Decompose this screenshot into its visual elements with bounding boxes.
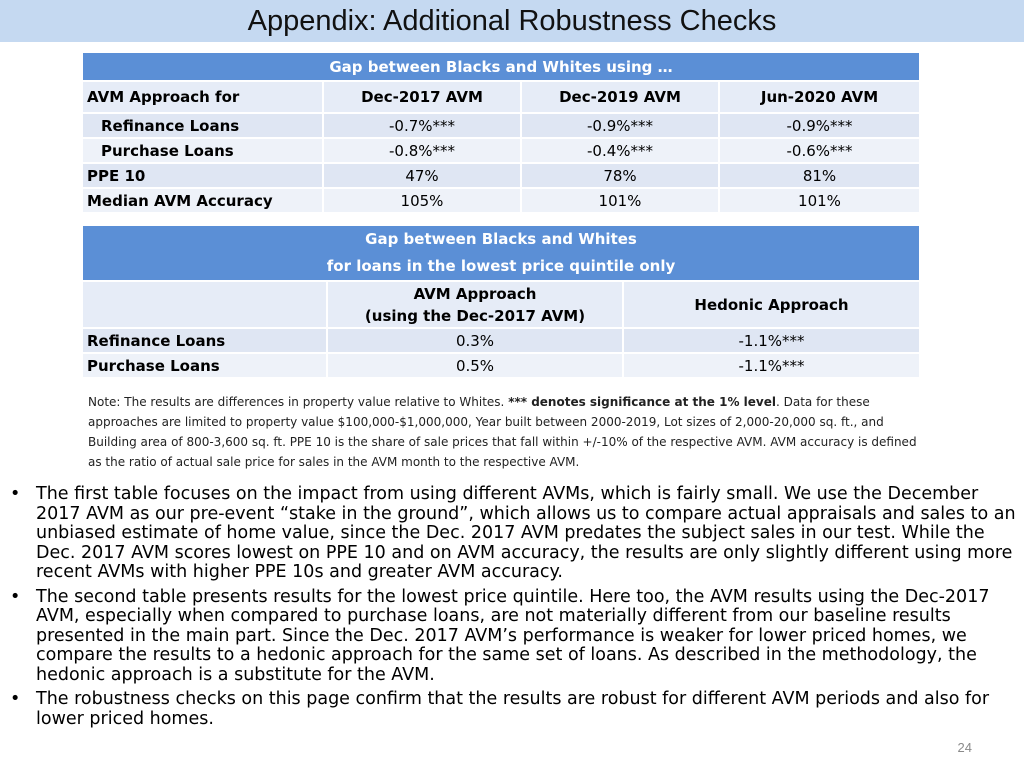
row-label: Purchase Loans bbox=[83, 354, 328, 379]
table-row bbox=[83, 329, 919, 354]
page-title: Appendix: Additional Robustness Checks bbox=[247, 5, 777, 37]
table-cell: -0.8%*** bbox=[324, 139, 522, 164]
table2-header bbox=[83, 226, 919, 282]
avm-header-line1: AVM Approach bbox=[413, 284, 537, 303]
table1-col-header: Dec-2019 AVM bbox=[522, 82, 720, 114]
row-label: PPE 10 bbox=[83, 164, 324, 189]
lowest-quintile-table bbox=[83, 226, 919, 379]
table-note bbox=[88, 392, 928, 472]
table-cell: -0.9%*** bbox=[522, 114, 720, 139]
table-cell: -1.1%*** bbox=[624, 354, 919, 379]
table-row bbox=[83, 164, 919, 189]
table-row bbox=[83, 114, 919, 139]
table-cell: -1.1%*** bbox=[624, 329, 919, 354]
table-cell: 81% bbox=[720, 164, 919, 189]
table-cell: 0.3% bbox=[328, 329, 624, 354]
table2-col-header-avm bbox=[328, 282, 624, 329]
row-label: Refinance Loans bbox=[83, 329, 328, 354]
table1-col-header: Dec-2017 AVM bbox=[324, 82, 522, 114]
table-cell: 101% bbox=[720, 189, 919, 214]
avm-comparison-table bbox=[83, 53, 919, 214]
table-cell: 78% bbox=[522, 164, 720, 189]
table-cell: 47% bbox=[324, 164, 522, 189]
bullet-text: The second table presents results for the lowest price quintile. Here too, the AVM results using the Dec-2017 AVM, especially when compared to purchase loans, are not materially different from our baseline results presented in the main part. Since the Dec. 2017 AVM’s performance is weaker for lower priced homes, we compare the results to a hedonic approach for the same set of loans. As described in the methodology, the hedonic approach is a substitute for the AVM. bbox=[36, 586, 990, 685]
table-row bbox=[83, 139, 919, 164]
title-bar bbox=[0, 0, 1024, 42]
bullet-text: The robustness checks on this page confirm that the results are robust for different AVM periods and also for lower priced homes. bbox=[36, 689, 990, 729]
table-cell: 105% bbox=[324, 189, 522, 214]
table1-col-header: Jun-2020 AVM bbox=[720, 82, 919, 114]
table2-empty-header bbox=[83, 282, 328, 329]
bullet-icon: • bbox=[10, 586, 21, 607]
table-cell: -0.9%*** bbox=[720, 114, 919, 139]
note-bold: *** denotes significance at the 1% level bbox=[508, 395, 776, 409]
bullet-icon: • bbox=[10, 689, 21, 709]
bullet-icon: • bbox=[10, 484, 21, 504]
row-label: Purchase Loans bbox=[83, 139, 324, 164]
note-prefix: Note: The results are differences in property value relative to Whites. bbox=[88, 395, 509, 409]
list-item bbox=[8, 690, 1018, 729]
table1-col-header: AVM Approach for bbox=[83, 82, 324, 114]
row-label: Refinance Loans bbox=[83, 114, 324, 139]
note-suffix: . Data for these approaches are limited to property value $100,000-$1,000,000, Year built between 2000-2019, Lot sizes of 2,000-20,000 sq. ft., and Building area of 800-3,600 sq. ft. PPE 10 is the share of sale prices that fall within +/-10% of the respective AVM. AVM accuracy is defined as the ratio of actual sale price for sales in the AVM month to the respective AVM. bbox=[88, 395, 917, 469]
table-cell: 101% bbox=[522, 189, 720, 214]
table-cell: -0.4%*** bbox=[522, 139, 720, 164]
row-label: Median AVM Accuracy bbox=[83, 189, 324, 214]
bullet-text: The first table focuses on the impact from using different AVMs, which is fairly small. We use the December 2017 AVM as our pre-event “stake in the ground”, which allows us to compare actual appraisals and sales to an unbiased estimate of home value, since the Dec. 2017 AVM predates the subject sales in our test. While the Dec. 2017 AVM scores lowest on PPE 10 and on AVM accuracy, the results are only slightly different using more recent AVMs with higher PPE 10s and greater AVM accuracy. bbox=[36, 484, 1016, 582]
table-cell: 0.5% bbox=[328, 354, 624, 379]
table2-header-line2: for loans in the lowest price quintile only bbox=[326, 257, 676, 275]
table2-col-header-hedonic: Hedonic Approach bbox=[624, 282, 919, 329]
table-row bbox=[83, 189, 919, 214]
table2-header-line1: Gap between Blacks and Whites bbox=[365, 230, 637, 248]
table-cell: -0.7%*** bbox=[324, 114, 522, 139]
bullet-list bbox=[8, 485, 1018, 734]
list-item bbox=[8, 485, 1018, 583]
table-row bbox=[83, 354, 919, 379]
table-cell: -0.6%*** bbox=[720, 139, 919, 164]
avm-header-line2: (using the Dec-2017 AVM) bbox=[364, 306, 586, 325]
page-number: 24 bbox=[957, 740, 972, 755]
list-item bbox=[8, 588, 1018, 686]
table1-header: Gap between Blacks and Whites using … bbox=[83, 53, 919, 82]
